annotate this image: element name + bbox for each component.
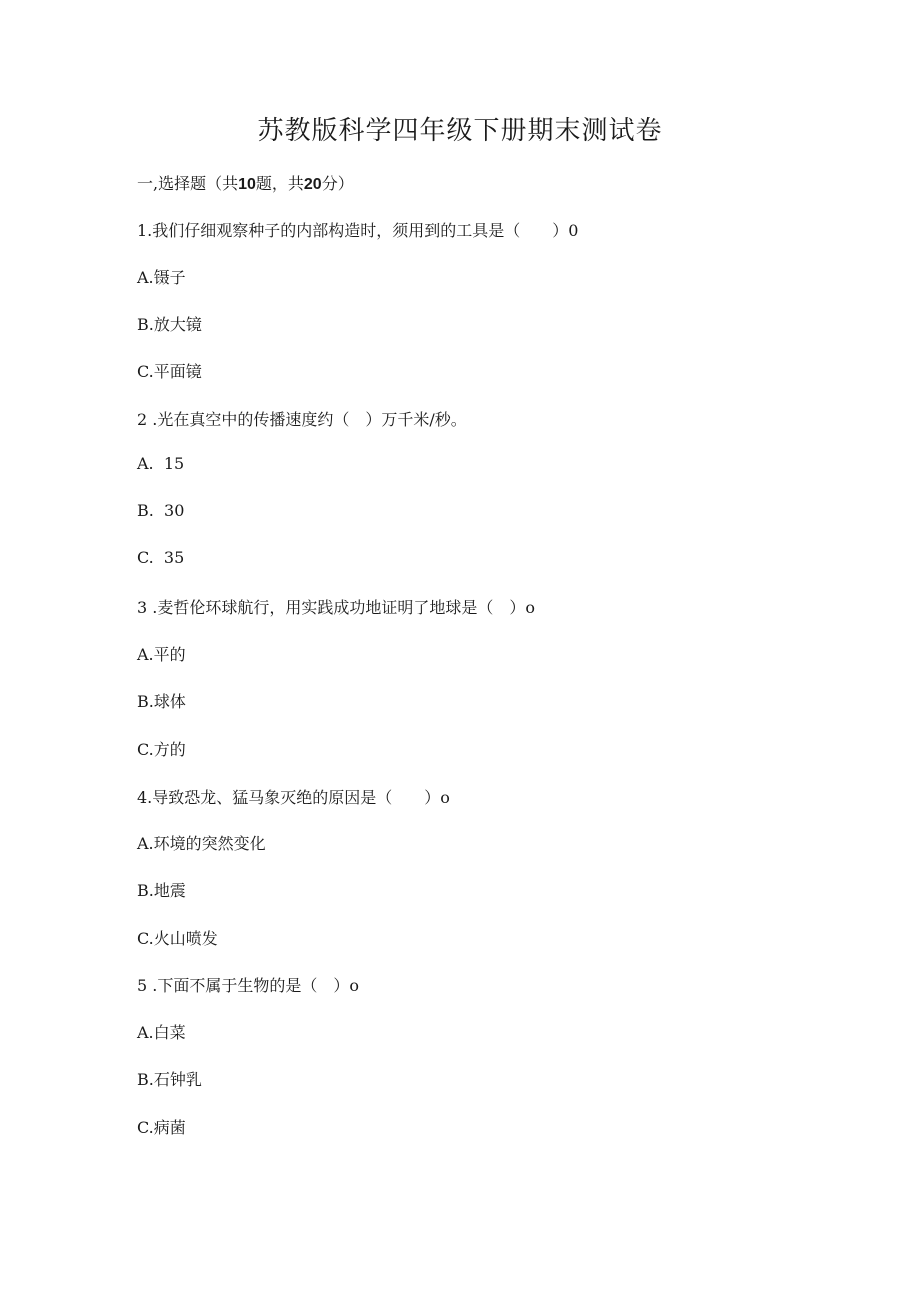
question-2-option-b: B. 30 bbox=[137, 501, 185, 520]
question-1-option-a: A.镊子 bbox=[137, 268, 186, 287]
question-3-option-c: C.方的 bbox=[137, 740, 186, 759]
question-3-text: 3 .麦哲伦环球航行，用实践成功地证明了地球是（ ）o bbox=[137, 598, 535, 617]
question-2-option-c: C. 35 bbox=[137, 548, 185, 567]
question-2-text: 2 .光在真空中的传播速度约（ ）万千米/秒。 bbox=[137, 410, 467, 429]
section-points: 20 bbox=[303, 176, 322, 193]
question-1-option-b: B.放大镜 bbox=[137, 315, 202, 334]
section-question-count: 10 bbox=[238, 176, 256, 193]
question-5-option-b: B.石钟乳 bbox=[137, 1070, 202, 1089]
question-1-text: 1.我们仔细观察种子的内部构造时，须用到的工具是（ ）0 bbox=[137, 221, 579, 240]
question-3-option-b: B.球体 bbox=[137, 692, 186, 711]
question-2-option-a: A. 15 bbox=[137, 454, 185, 473]
section-heading bbox=[137, 171, 354, 194]
question-5-option-c: C.病菌 bbox=[137, 1118, 186, 1137]
question-3-option-a: A.平的 bbox=[137, 645, 186, 664]
question-1-option-c: C.平面镜 bbox=[137, 362, 202, 381]
question-4-option-c: C.火山喷发 bbox=[137, 929, 218, 948]
question-5-text: 5 .下面不属于生物的是（ ）o bbox=[137, 976, 359, 995]
question-4-option-a: A.环境的突然变化 bbox=[137, 834, 266, 853]
section-heading-suffix: 分） bbox=[321, 174, 354, 193]
section-heading-middle: 题，共 bbox=[255, 174, 304, 193]
question-4-text: 4.导致恐龙、猛马象灭绝的原因是（ ）o bbox=[137, 788, 450, 807]
page-title: 苏教版科学四年级下册期末测试卷 bbox=[257, 116, 663, 146]
section-heading-prefix: 一,选择题（共 bbox=[137, 174, 239, 193]
question-4-option-b: B.地震 bbox=[137, 881, 186, 900]
question-5-option-a: A.白菜 bbox=[137, 1023, 186, 1042]
